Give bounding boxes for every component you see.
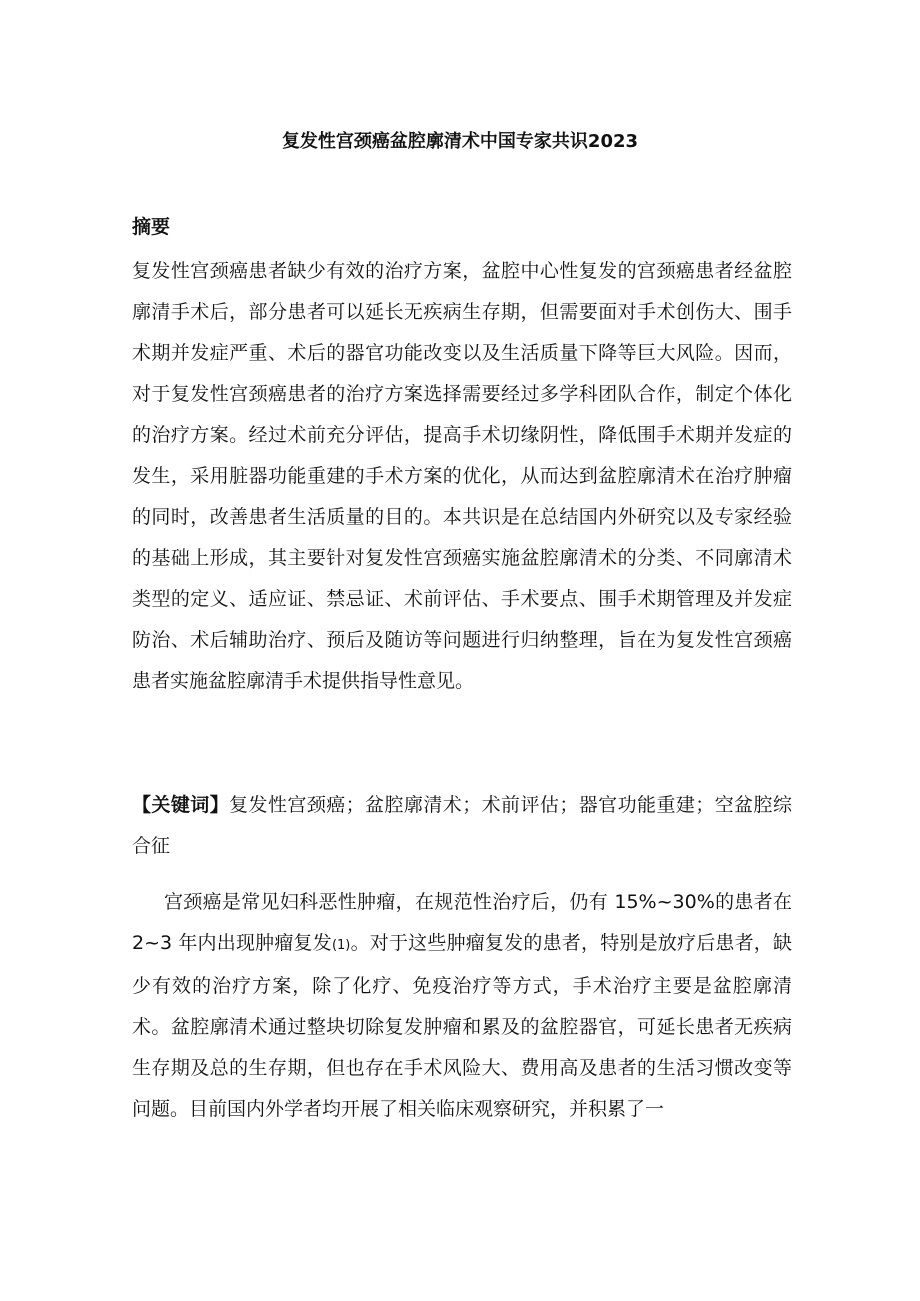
keywords-paragraph	[132, 785, 792, 867]
body-text-part1: 宫颈癌是常见妇科恶性肿瘤，在规范性治疗后，仍有 15%~30%的患者在 2~3 年内出现肿瘤复发	[132, 891, 792, 954]
body-paragraph	[132, 882, 792, 1130]
document-title: 复发性宫颈癌盆腔廓清术中国专家共识2023	[281, 131, 639, 152]
body-text-part2: 。对于这些肿瘤复发的患者，特别是放疗后患者，缺少有效的治疗方案，除了化疗、免疫治疗等方式，手术治疗主要是盆腔廓清术。盆腔廓清术通过整块切除复发肿瘤和累及的盆腔器官，可延长患者无疾病生存期及总的生存期，但也存在手术风险大、费用高及患者的生活习惯改变等问题。目前国内外学者均开展了相关临床观察研究，并积累了一	[132, 932, 792, 1120]
abstract-paragraph: 复发性宫颈癌患者缺少有效的治疗方案，盆腔中心性复发的宫颈癌患者经盆腔廓清手术后，部分患者可以延长无疾病生存期，但需要面对手术创伤大、围手术期并发症严重、术后的器官功能改变以及生活质量下降等巨大风险。因而，对于复发性宫颈癌患者的治疗方案选择需要经过多学科团队合作，制定个体化的治疗方案。经过术前充分评估，提高手术切缘阴性，降低围手术期并发症的发生，采用脏器功能重建的手术方案的优化，从而达到盆腔廓清术在治疗肿瘤的同时，改善患者生活质量的目的。本共识是在总结国内外研究以及专家经验的基础上形成，其主要针对复发性宫颈癌实施盆腔廓清术的分类、不同廓清术类型的定义、适应证、禁忌证、术前评估、手术要点、围手术期管理及并发症防治、术后辅助治疗、预后及随访等问题进行归纳整理，旨在为复发性宫颈癌患者实施盆腔廓清手术提供指导性意见。	[132, 260, 792, 692]
abstract-heading: 摘要	[132, 216, 171, 238]
reference-marker: (1)	[331, 938, 351, 953]
keywords-label: 【关键词】	[132, 794, 230, 816]
keywords-text: 复发性宫颈癌；盆腔廓清术；术前评估；器官功能重建；空盆腔综合征	[132, 794, 792, 857]
